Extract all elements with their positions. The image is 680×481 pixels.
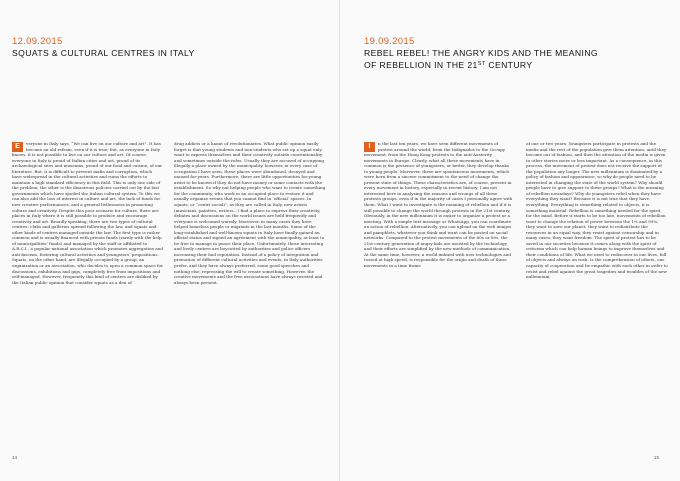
title-line-2-end: CENTURY	[485, 60, 533, 70]
text-column-1	[12, 141, 163, 451]
column-text: veryone in Italy says, “We can live on our culture and art”. It has become an old refrain, even if it is true; but, as everyone in Italy knows, it is not possible to live on our culture and art. Of course, everyone in Italy is proud of Italian cities and art, proud of its archaeological sites and museums, proud of our food and cuisine, of our literature. But, it is difficult to prevent mafia and corruption, which have widespread in the cultural activities and ruins the efforts to maintain a high standard efficiency in this field. This is only one side of the problem; the other is the disastrous policies carried out by the last governments which have spoiled the Italian cultural system. To this we can also add the loss of interest in culture and art, the lack of funds for new creative performances, and a general listlessness in promoting culture and creativity. Despite this poor scenario for culture, there are places in Italy where it is still possible to produce and encourage creativity and art. Broadly speaking, there are two types of cultural centres: clubs and galleries opened following the law, and squats and other kinds of centres managed outside the law. The first type is rather common and is usually financed with private funds (rarely with the help of municipalities’ funds) and managed by the staff or affiliated to A.R.C.I., a popular national association which promotes aggregation and anti-fascism, fostering cultural activities and youngsters’ propositions. Squats, on the other hand, are illegally occupied by a group, an organization or an association, who decides to open a common space for discussions, exhibitions and gigs, completely free from impositions and self-managed. However, frequently this kind of centres are disliked by the Italian public opinion that consider squats as a den of	[12, 141, 163, 285]
article-title: SQUATS & CULTURAL CENTRES IN ITALY	[12, 48, 195, 58]
column-text: drug addicts or a haunt of revolutionaries. What public opinion easily forget is that young students and non-students who set up a squat only want to express themselves and their creativity outside conventionality and sometimes outside the rules. Usually they are accused of occupying illegally a place owned by the municipality, however, in every case of occupation I have seen, these places were abandoned, decayed and unused for years. Furthermore, there are little opportunities for young artist to be known if they do not have money or some contacts with the establishment. So why not helping people who want to create something for the community, who work in an occupied place to restore it and usually organize events that you cannot find in ‘official’ spaces. In squats, or “centri sociali”, as they are called in Italy, new artists (musicians, painters, writers…) find a place to express their creativity, debates and discussions on the world issues are held frequently and everyone is welcomed warmly. Moreover, in many cases they have helped homeless people or migrants in the last months. Some of the long-established and well-known squats in Italy have finally gained an official status and signed an agreement with the municipality, at least to be free to manage in peace their place. Unfortunately, these interesting and lively centres are boycotted by authorities and police officers increasing their bad reputation. Instead of a policy of integration and promotion of different cultural activities and events, in Italy authorities prefer, and they have always preferred, some good speeches and nothing else, repressing the will to create something. However, the creative movements and the free associations have always resisted and always been present.	[174, 141, 326, 285]
column-text: of one or two years. Youngsters participate in protests and the media and the rest of the population give them attention, until they become out of fashion, and then the attention of the media is given to other stories more or less important. As a consequence, in this process, the movement of protest does not receive the support of the population any longer. The new millennium is dominated by a policy of fashion and appearance, so why do people need to be interested in changing the state of the world system? Why should people have to give support to these groups? What is the meaning of rebellion nowadays? Why do youngsters rebel when they have everything they want? Because it is not true that they have everything. Everything is something related to objects, it is something material. Rebellion is something needed for the spirit, for the mind. Before it starts to be too late, movements of rebellion want to change the relation of power between the 1% and 99%, they want to save our planet, they want to redistribute the resources in an equal way, they resist against censorship and in many cases, they want freedom. The spirit of protest has to be saved in our societies because it comes along with the spirit of criticism which can help human beings to improve themselves and their conditions of life. What we need to rediscover in our lives, full of objects and always on rush, is the comprehension of others, our capacity of cooperation and be empathic with each other in order to resist and rebel against the great tragedies and troubles of the new millennium.	[526, 141, 668, 280]
article-date: 19.09.2015	[364, 36, 415, 47]
title-line-1: REBEL REBEL! THE ANGRY KIDS AND THE MEANING	[364, 48, 599, 58]
right-page	[340, 0, 680, 481]
title-superscript: ST	[477, 61, 486, 67]
text-column-1	[364, 141, 514, 451]
page-number: 15	[654, 455, 660, 460]
column-text: n the last ten years, we have seen different movements of protest around the world, from the Indignados to the Occupy movement, from the Hong Kong protests to the anti-Austerity movements in Europe. Clearly, what all these movements have in common is the presence of youngsters, or better, they develop thanks to young people. Moreover, these are spontaneous movements, which were born from a sincere commitment to the need of change the present state of things. These characteristics are, of course, present in every movement in history, especially in recent history. I am not interested here in analysing the reasons and wrongs of all these protests groups, even if in the majority of cases I personally agree with them. What I want to investigate is the meaning of rebellion and if it is still possible to change the world through protests in the 21st century. Obviously, in the new millennium it is easier to organize a protest or a meeting. With a simple text message or WhatsApp, you can coordinate an action of rebellion. Alternatively, you can upload on the web images and pamphlets, whatever you think and want can be posted on social networks. Compared to the protest movements of the 60s or 80s, the 21st-century generation of angry kids are assisted by the technology and their efforts are simplified by the new methods of communication. At the same time, however, a world imbued with new technologies and tossed at high speed, is responsible for the origin and death of these movements in a time frame	[364, 141, 513, 269]
article-date: 12.09.2015	[12, 36, 63, 47]
page-number: 14	[12, 455, 18, 460]
text-column-2	[174, 141, 326, 451]
drop-cap: E	[12, 142, 23, 152]
title-line-2: OF REBELLION IN THE 21	[364, 60, 478, 70]
article-title	[364, 48, 674, 71]
text-column-2	[526, 141, 668, 451]
drop-cap: I	[364, 142, 375, 152]
